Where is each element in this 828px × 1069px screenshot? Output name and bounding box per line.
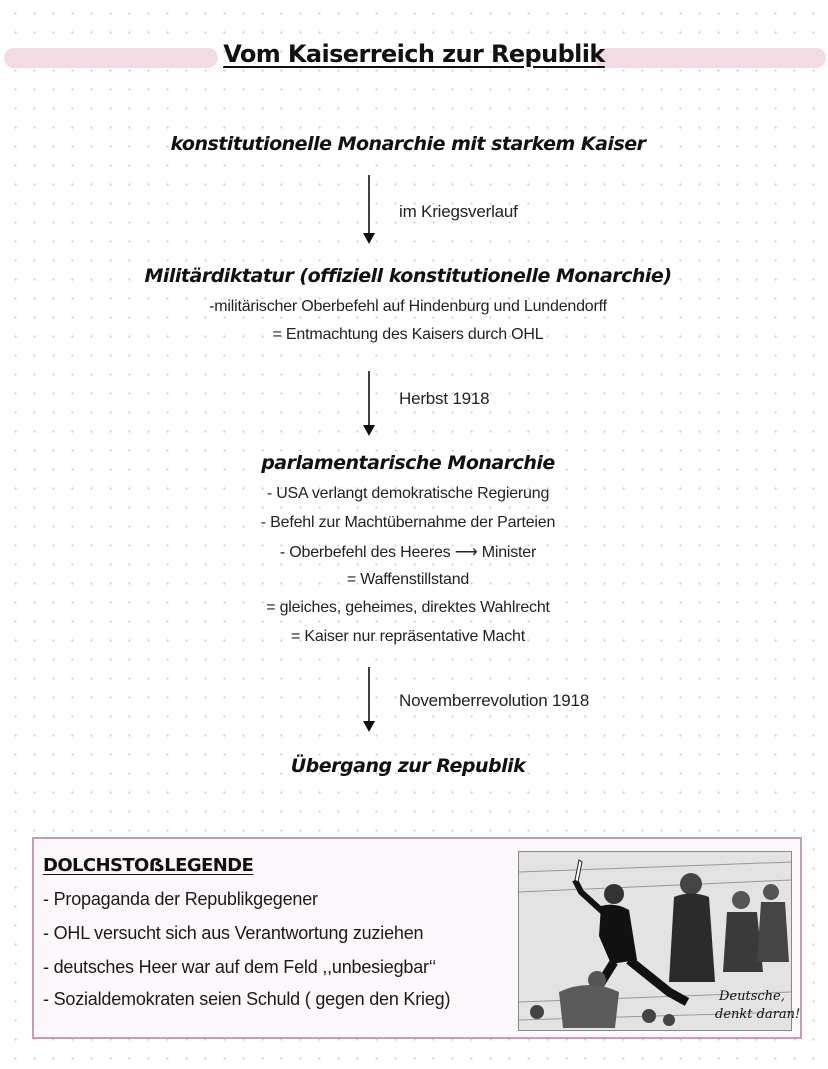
transition-label-kriegsverlauf: im Kriegsverlauf	[399, 202, 518, 221]
cartoon-caption-line-1: Deutsche,	[719, 989, 785, 1004]
stage-title-parlamentarische-monarchie: parlamentarische Monarchie	[261, 452, 555, 474]
stage-line: -militärischer Oberbefehl auf Hindenburg und Lundendorff	[209, 298, 607, 315]
dolchstoss-item: - OHL versucht sich aus Verantwortung zuziehen	[43, 923, 424, 943]
dolchstoss-heading: DOLCHSTOẞLEGENDE	[43, 855, 254, 876]
stage-line: = Kaiser nur repräsentative Macht	[291, 628, 525, 645]
transition-label-herbst-1918: Herbst 1918	[399, 389, 490, 408]
dolchstoss-item: - Propaganda der Republikgegener	[43, 889, 318, 909]
down-arrow-icon	[362, 175, 376, 245]
stage-line: = Waffenstillstand	[346, 571, 470, 588]
stage-line: - Befehl zur Machtübernahme der Parteien	[260, 514, 556, 531]
dolchstoss-item: - Sozialdemokraten seien Schuld ( gegen den Krieg)	[43, 989, 451, 1009]
down-arrow-icon	[362, 667, 376, 733]
dolchstoss-item: - deutsches Heer war auf dem Feld ,,unbesiegbar‘‘	[43, 957, 437, 977]
dolchstoss-box	[32, 837, 802, 1039]
stage-title-uebergang-republik: Übergang zur Republik	[290, 755, 526, 777]
cartoon-caption-line-2: denkt daran!	[715, 1007, 801, 1022]
page-title: Vom Kaiserreich zur Republik	[223, 40, 605, 68]
stage-title-militaerdiktatur: Militärdiktatur (offiziell konstitutionelle Monarchie)	[144, 265, 672, 287]
transition-label-novemberrevolution: Novemberrevolution 1918	[399, 691, 590, 710]
stage-line: - USA verlangt demokratische Regierung	[266, 485, 550, 502]
stage-line: = Entmachtung des Kaisers durch OHL	[272, 326, 544, 343]
dolchstoss-cartoon-image	[518, 851, 801, 1031]
stage-line: - Oberbefehl des Heeres ⟶ Minister	[279, 544, 537, 561]
stage-title-konstitutionelle-monarchie: konstitutionelle Monarchie mit starkem Kaiser	[170, 133, 646, 155]
down-arrow-icon	[362, 371, 376, 437]
stage-line: = gleiches, geheimes, direktes Wahlrecht	[266, 599, 550, 616]
